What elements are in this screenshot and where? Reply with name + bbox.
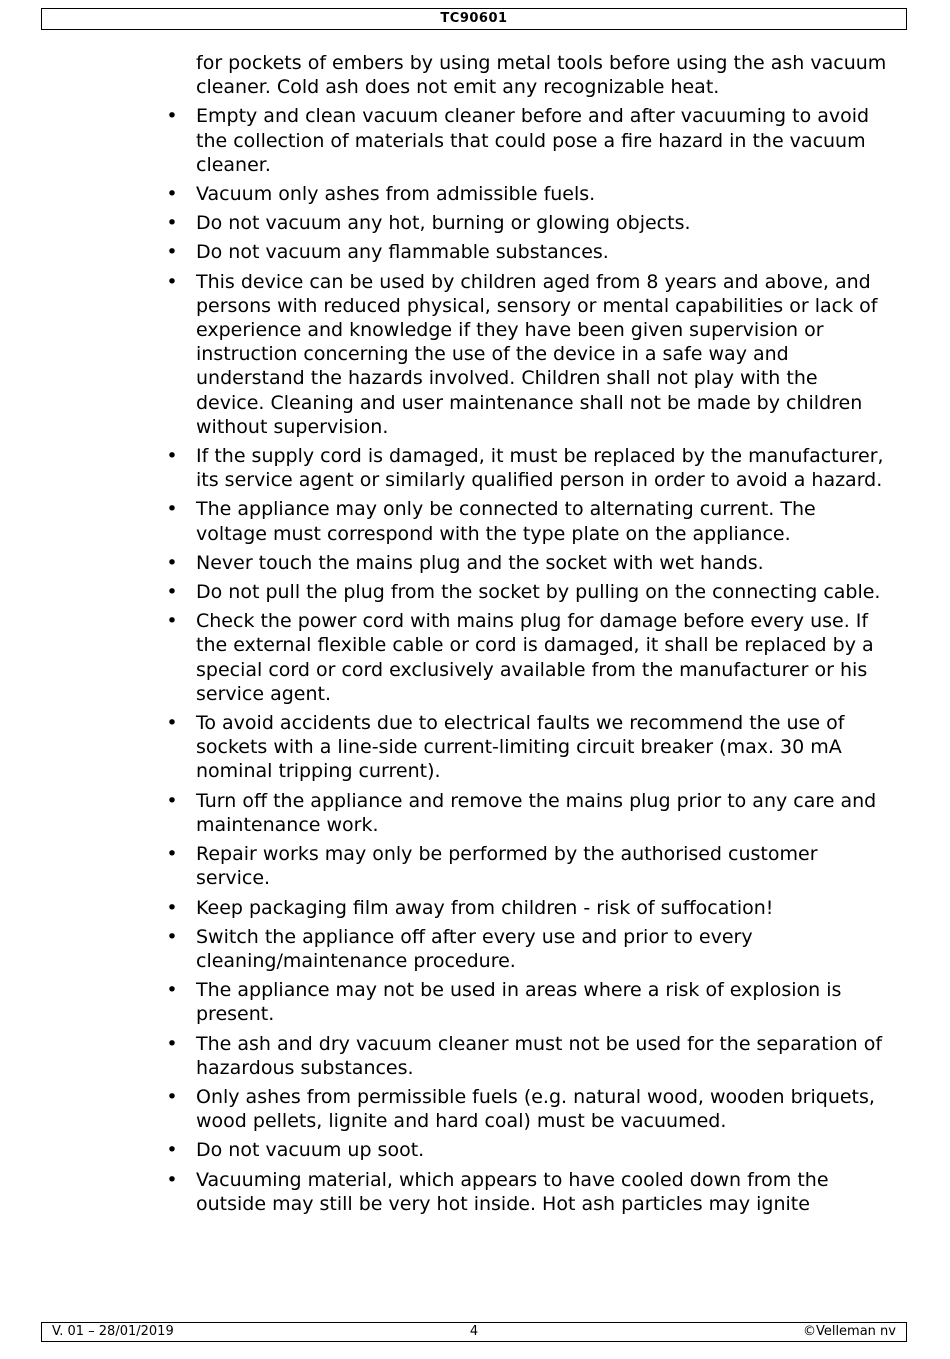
list-item — [165, 211, 890, 235]
list-item — [165, 497, 890, 545]
list-item — [165, 609, 890, 706]
bullet-icon: • — [166, 445, 178, 468]
list-item — [165, 711, 890, 784]
list-item — [165, 240, 890, 264]
bullet-icon: • — [166, 551, 178, 574]
list-item — [165, 551, 890, 575]
bullet-icon: • — [166, 212, 178, 235]
bullet-icon: • — [166, 789, 178, 812]
list-item-text: Only ashes from permissible fuels (e.g. natural wood, wooden briquets, wood pellets, lignite and hard coal) must be vacuumed. — [196, 1085, 875, 1133]
list-item-text: Do not vacuum any flammable substances. — [196, 241, 609, 264]
list-item-text: Turn off the appliance and remove the mains plug prior to any care and maintenance work. — [196, 789, 877, 836]
list-item — [165, 1168, 890, 1216]
bullet-icon: • — [166, 896, 178, 919]
page-footer — [41, 1322, 907, 1342]
safety-instructions — [165, 51, 890, 1221]
list-item — [165, 789, 890, 837]
bullet-icon: • — [166, 241, 178, 264]
bullet-icon: • — [166, 843, 178, 866]
bullet-icon: • — [166, 979, 178, 1002]
list-item — [165, 842, 890, 890]
bullet-icon: • — [166, 498, 178, 521]
list-item-text: Vacuum only ashes from admissible fuels. — [196, 183, 596, 206]
list-item — [165, 1032, 890, 1080]
list-item-text: Check the power cord with mains plug for damage before every use. If the external flexible cable or cord is damaged, it shall be replaced by a special cord or cord exclusively available from the manufacturer or his service agent. — [196, 610, 874, 705]
list-item — [165, 978, 890, 1026]
list-item — [165, 925, 890, 973]
list-item-text: Vacuuming material, which appears to have cooled down from the outside may still be very hot inside. Hot ash particles may ignite — [196, 1168, 829, 1215]
list-item-text: Switch the appliance off after every use and prior to every cleaning/maintenance procedure. — [196, 925, 753, 972]
bullet-icon: • — [166, 581, 178, 604]
bullet-list — [165, 104, 890, 1216]
document-code: TC90601 — [440, 11, 508, 26]
list-item-text: Repair works may only be performed by the authorised customer service. — [196, 843, 818, 890]
bullet-icon: • — [166, 270, 178, 293]
list-item-text: Keep packaging film away from children - risk of suffocation! — [196, 896, 774, 919]
list-item-text: Empty and clean vacuum cleaner before and after vacuuming to avoid the collection of materials that could pose a fire hazard in the vacuum cleaner. — [196, 105, 870, 176]
list-item — [165, 270, 890, 439]
list-item-text: The appliance may not be used in areas where a risk of explosion is present. — [196, 979, 842, 1026]
list-item-text: The appliance may only be connected to alternating current. The voltage must correspond with the type plate on the appliance. — [196, 498, 816, 545]
list-item — [165, 104, 890, 177]
list-item-text: Do not vacuum any hot, burning or glowing objects. — [196, 212, 691, 235]
list-item — [165, 444, 890, 492]
list-item — [165, 580, 890, 604]
list-item-text: Do not pull the plug from the socket by pulling on the connecting cable. — [196, 581, 881, 604]
list-item — [165, 1085, 890, 1133]
bullet-icon: • — [166, 712, 178, 735]
version-date: V. 01 – 28/01/2019 — [52, 1324, 174, 1339]
bullet-icon: • — [166, 1085, 178, 1108]
bullet-icon: • — [166, 925, 178, 948]
page-number: 4 — [469, 1324, 479, 1339]
list-item-text: Never touch the mains plug and the socket with wet hands. — [196, 551, 764, 574]
list-item — [165, 896, 890, 920]
bullet-icon: • — [166, 183, 178, 206]
bullet-icon: • — [166, 1032, 178, 1055]
page-header — [41, 8, 907, 30]
list-item-text: To avoid accidents due to electrical faults we recommend the use of sockets with a line-side current-limiting circuit breaker (max. 30 mA nominal tripping current). — [196, 712, 845, 783]
list-item-text: Do not vacuum up soot. — [196, 1139, 425, 1162]
list-item — [165, 182, 890, 206]
list-item-text: This device can be used by children aged from 8 years and above, and persons with reduced physical, sensory or mental capabilities or lack of experience and knowledge if they have been given supervision or instruction concerning the use of the device in a safe way and understand the hazards involved. Children shall not play with the device. Cleaning and user maintenance shall not be made by children without supervision. — [196, 270, 878, 438]
continuation-paragraph: for pockets of embers by using metal tools before using the ash vacuum cleaner. Cold ash does not emit any recognizable heat. — [196, 52, 887, 99]
bullet-icon: • — [166, 610, 178, 633]
copyright: ©Velleman nv — [802, 1324, 896, 1339]
list-item — [165, 1138, 890, 1162]
bullet-icon: • — [166, 1139, 178, 1162]
list-item-text: The ash and dry vacuum cleaner must not be used for the separation of hazardous substances. — [196, 1032, 883, 1079]
bullet-icon: • — [166, 1168, 178, 1191]
list-item-text: If the supply cord is damaged, it must be replaced by the manufacturer, its service agent or similarly qualified person in order to avoid a hazard. — [196, 445, 884, 492]
bullet-icon: • — [166, 105, 178, 128]
